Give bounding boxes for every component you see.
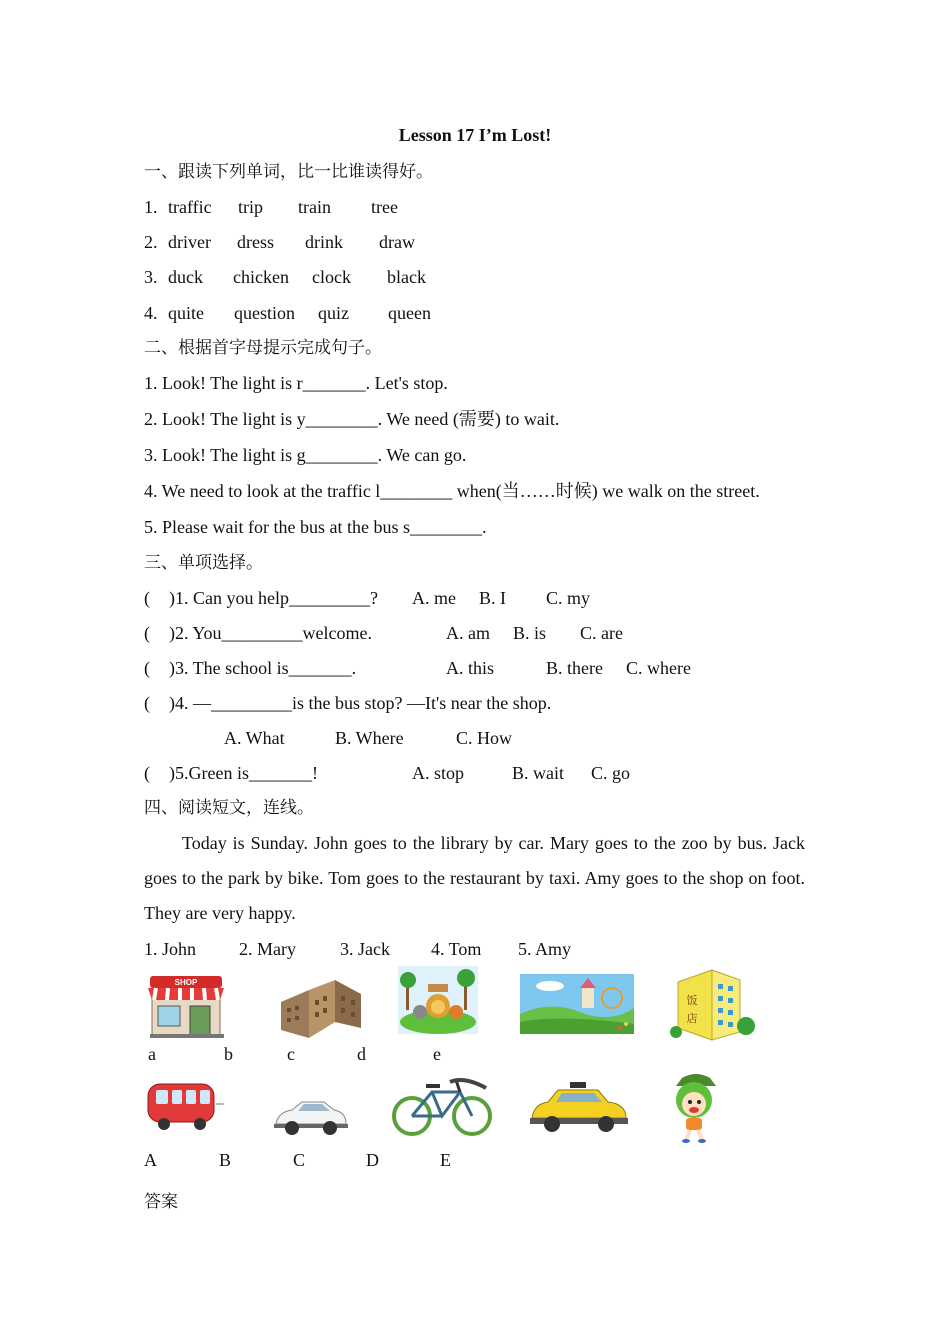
name-item: 3. Jack	[340, 939, 390, 959]
reading-passage	[144, 826, 805, 931]
option-b: B. I	[479, 588, 506, 608]
word: dress	[237, 232, 274, 252]
option-c: C. go	[591, 763, 631, 783]
name-item: 5. Amy	[518, 939, 572, 959]
section1-heading: 一、跟读下列单词，比一比谁读得好。	[144, 162, 433, 182]
place-label-e: e	[433, 1044, 441, 1064]
question-text: )3. The school is_______.	[169, 658, 357, 678]
transport-label-b: B	[219, 1150, 232, 1170]
option-b: B. wait	[512, 763, 564, 783]
word: traffic	[168, 197, 212, 217]
word: queen	[388, 303, 431, 323]
park-picture	[520, 974, 634, 1034]
zoo-picture	[398, 966, 478, 1034]
answer-paren: (	[144, 693, 150, 713]
place-label-c: c	[287, 1044, 295, 1064]
section4-heading: 四、阅读短文，连线。	[144, 798, 314, 818]
bus-picture	[144, 1078, 226, 1134]
walking-girl-picture	[668, 1072, 724, 1144]
option-b: B. Where	[335, 728, 404, 748]
row-number: 3.	[144, 267, 158, 287]
name-item: 2. Mary	[239, 939, 296, 959]
transport-label-e: E	[440, 1150, 451, 1170]
fill-sentence-2: 2. Look! The light is y________. We need (需要) to wait.	[144, 409, 560, 429]
place-label-b: b	[224, 1044, 233, 1064]
transport-label-c: C	[293, 1150, 306, 1170]
option-a: A. stop	[412, 763, 465, 783]
row-number: 4.	[144, 303, 158, 323]
answer-paren: (	[144, 588, 150, 608]
option-c: C. my	[546, 588, 591, 608]
name-item: 1. John	[144, 939, 197, 959]
fill-sentence-4: 4. We need to look at the traffic l________ when(当……时候) we walk on the street.	[144, 481, 760, 501]
option-a: A. am	[446, 623, 490, 643]
option-c: C. where	[626, 658, 691, 678]
word: quiz	[318, 303, 349, 323]
word: trip	[238, 197, 263, 217]
option-c: C. How	[456, 728, 513, 748]
option-b: B. there	[546, 658, 603, 678]
word: tree	[371, 197, 398, 217]
bike-picture	[390, 1072, 494, 1140]
shop-picture	[146, 972, 228, 1040]
option-c: C. are	[580, 623, 623, 643]
passage-text: Today is Sunday. John goes to the library by car. Mary goes to the zoo by bus. Jack goes to the park by bike. Tom goes to the restaurant by taxi. Amy goes to the shop on foot. They are very happy.	[144, 833, 805, 923]
shop-sign-text: SHOP	[174, 978, 198, 987]
option-a: A. What	[224, 728, 285, 748]
row-number: 2.	[144, 232, 158, 252]
place-label-a: a	[148, 1044, 156, 1064]
question-text: )5.Green is_______!	[169, 763, 318, 783]
word: chicken	[233, 267, 289, 287]
hotel-sign-char: 饭	[686, 994, 698, 1007]
option-b: B. is	[513, 623, 547, 643]
transport-label-a: A	[144, 1150, 157, 1170]
word: train	[298, 197, 331, 217]
restaurant-picture	[670, 966, 758, 1044]
option-a: A. me	[412, 588, 456, 608]
hotel-sign-char: 店	[686, 1012, 698, 1025]
library-picture	[279, 972, 363, 1040]
fill-sentence-5: 5. Please wait for the bus at the bus s________.	[144, 517, 487, 537]
car-picture	[272, 1096, 350, 1138]
section3-heading: 三、单项选择。	[144, 553, 263, 573]
word: black	[387, 267, 426, 287]
option-a: A. this	[446, 658, 495, 678]
question-text: )2. You_________welcome.	[169, 623, 372, 643]
fill-sentence-3: 3. Look! The light is g________. We can go.	[144, 445, 467, 465]
question-text: )1. Can you help_________?	[169, 588, 378, 608]
answers-heading: 答案	[144, 1192, 178, 1212]
word: drink	[305, 232, 343, 252]
lesson-title: Lesson 17 I’m Lost!	[398, 125, 552, 145]
word: draw	[379, 232, 415, 252]
section2-heading: 二、根据首字母提示完成句子。	[144, 338, 382, 358]
transport-label-d: D	[366, 1150, 379, 1170]
word: quite	[168, 303, 204, 323]
fill-sentence-1: 1. Look! The light is r_______. Let's stop.	[144, 373, 448, 393]
answer-paren: (	[144, 623, 150, 643]
place-label-d: d	[357, 1044, 366, 1064]
word: duck	[168, 267, 203, 287]
word: question	[234, 303, 295, 323]
question-text: )4. —_________is the bus stop? —It's near the shop.	[169, 693, 552, 713]
answer-paren: (	[144, 658, 150, 678]
word: driver	[168, 232, 211, 252]
answer-paren: (	[144, 763, 150, 783]
row-number: 1.	[144, 197, 158, 217]
name-item: 4. Tom	[431, 939, 482, 959]
word: clock	[312, 267, 351, 287]
taxi-picture	[528, 1078, 630, 1140]
